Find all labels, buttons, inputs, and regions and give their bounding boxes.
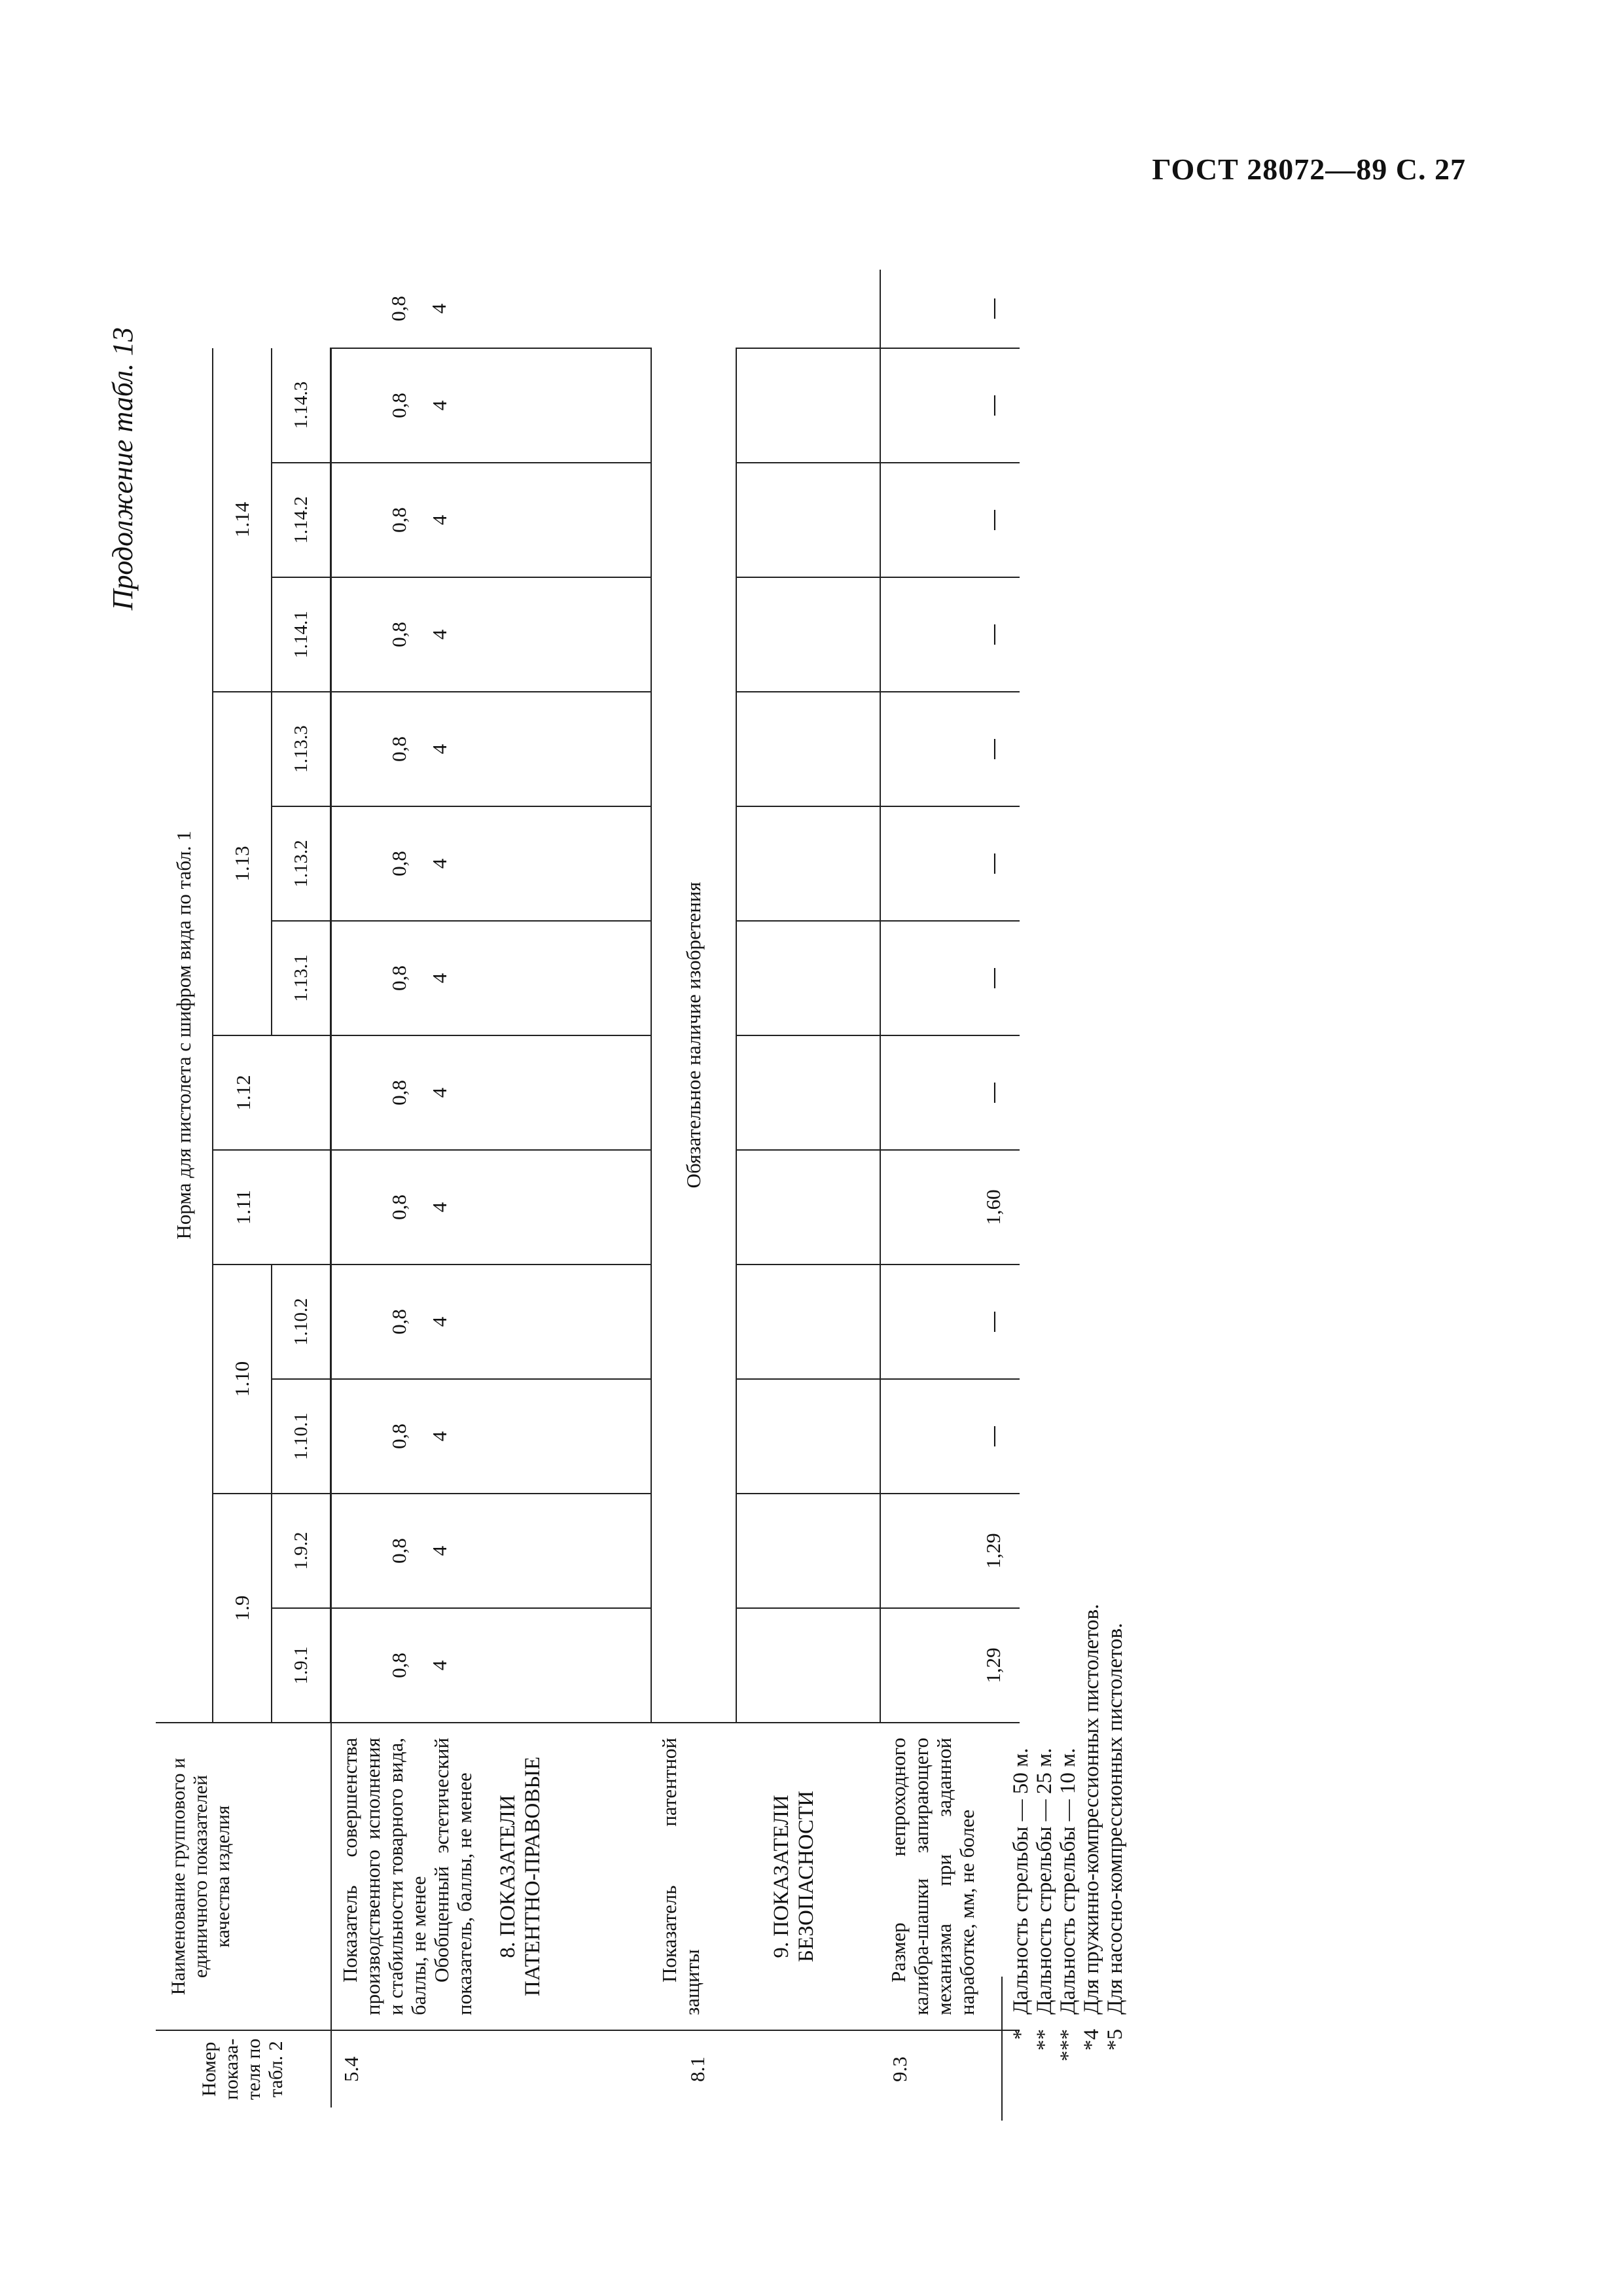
footnote — [1080, 1191, 1103, 2108]
value-cell: — — [880, 1265, 1020, 1379]
value-a: 0,8 — [387, 851, 410, 876]
footnote-mark: ** — [1033, 2029, 1056, 2051]
footnote-text: Дальность стрельбы — 50 м. — [1009, 1748, 1033, 2015]
value-cell: — — [880, 806, 1020, 921]
value-cell — [331, 270, 489, 348]
value-b: 4 — [428, 1545, 451, 1556]
subcolumn-header: 1.13.1 — [272, 921, 331, 1035]
value-b: 4 — [428, 514, 451, 526]
value-cell: 1,60 — [880, 1150, 1020, 1265]
value-a: 0,8 — [387, 1309, 410, 1335]
value-b: 4 — [427, 303, 450, 314]
norm-header: Норма для пистолета с шифром вида по табл. 1 — [156, 348, 213, 1723]
value-cell: 1,29 — [880, 1608, 1020, 1723]
footnote — [1056, 1191, 1080, 2108]
value-b: 4 — [428, 858, 451, 869]
subcolumn-header: 1.14.3 — [272, 348, 331, 463]
subcolumn-header: 1.9.2 — [272, 1494, 331, 1608]
value-cell: — — [880, 1379, 1020, 1494]
indicator-name-b: Обобщенный эстетический показатель, баллы, не менее — [429, 1738, 476, 2015]
value-a: 0,8 — [387, 1194, 410, 1220]
section-heading-safety: 9. ПОКАЗАТЕЛИ БЕЗОПАСНОСТИ — [769, 1791, 818, 1962]
subcolumn-header: 1.10.2 — [272, 1265, 331, 1379]
footnote-mark: *4 — [1080, 2029, 1103, 2051]
value-cell: — — [880, 577, 1020, 692]
value-cell: — — [880, 270, 1020, 348]
table-continuation-label: Продолжение табл. 13 — [107, 327, 139, 611]
subcolumn-header: 1.9.1 — [272, 1608, 331, 1723]
value-b: 4 — [428, 400, 451, 411]
footnotes — [1001, 1191, 1127, 2108]
subcolumn-header: 1.10.1 — [272, 1379, 331, 1494]
subcolumn-header: 1.14.1 — [272, 577, 331, 692]
merged-value-cell: Обязательное наличие изобретения — [651, 348, 736, 1723]
group-header-1-12: 1.12 — [213, 1035, 331, 1150]
value-a: 0,8 — [387, 1424, 410, 1449]
footnote-text: Дальность стрельбы — 25 м. — [1033, 1748, 1056, 2015]
subcolumn-header: 1.13.3 — [272, 692, 331, 806]
group-header-1-14: 1.14 — [213, 348, 272, 692]
value-cell — [331, 692, 489, 806]
value-cell: — — [880, 463, 1020, 577]
value-cell — [331, 921, 489, 1035]
value-b: 4 — [428, 1431, 451, 1442]
section-heading-patent: 8. ПОКАЗАТЕЛИ ПАТЕНТНО-ПРАВОВЫЕ — [495, 1756, 544, 1997]
subcolumn-header: 1.13.2 — [272, 806, 331, 921]
value-a: 0,8 — [387, 622, 410, 647]
value-cell — [331, 1379, 489, 1494]
footnote — [1033, 1191, 1056, 2108]
value-cell — [331, 577, 489, 692]
indicator-name: Показатель патентной защиты — [657, 1738, 704, 2015]
footnote — [1103, 1191, 1127, 2108]
value-a: 0,8 — [387, 1538, 410, 1564]
footnote-text: Для насосно-компрессионных пистолетов. — [1103, 1623, 1127, 2015]
value-a: 0,8 — [387, 736, 410, 762]
subcolumn-header: 1.14.2 — [272, 463, 331, 577]
value-cell — [331, 1608, 489, 1723]
value-cell — [331, 806, 489, 921]
value-cell: — — [880, 1035, 1020, 1150]
group-header-1-9: 1.9 — [213, 1494, 272, 1723]
indicator-name — [331, 1723, 489, 2030]
value-cell — [331, 463, 489, 577]
row-number: 8.1 — [651, 2030, 736, 2108]
rotated-table-region — [105, 242, 1165, 2108]
row-number: 5.4 — [331, 2030, 489, 2108]
value-cell — [331, 1150, 489, 1265]
value-cell: — — [880, 921, 1020, 1035]
value-cell — [331, 1265, 489, 1379]
norm-table — [156, 270, 1020, 2108]
footnote-mark: * — [1009, 2029, 1033, 2040]
name-column-header: Наименование группового и единичного показателей качества изделия — [156, 1723, 331, 2030]
value-cell: 1,29 — [880, 1494, 1020, 1608]
footnote-mark: *5 — [1103, 2029, 1127, 2051]
footnote — [1009, 1191, 1033, 2108]
value-cell — [331, 1035, 489, 1150]
value-b: 4 — [428, 629, 451, 640]
value-a: 0,8 — [387, 1653, 410, 1678]
number-column-header: Номер показа-теля по табл. 2 — [156, 2030, 331, 2108]
indicator-name-a: Показатель совершенства производственного исполнения и стабильности товарного вида, баллы, не менее — [338, 1738, 430, 2015]
value-a: 0,8 — [387, 1080, 410, 1105]
value-cell — [331, 1494, 489, 1608]
footnote-rule — [1001, 1977, 1003, 2121]
value-cell: — — [880, 692, 1020, 806]
value-b: 4 — [428, 744, 451, 755]
value-b: 4 — [428, 1087, 451, 1098]
value-b: 4 — [428, 1316, 451, 1327]
value-a: 0,8 — [386, 296, 410, 321]
page-header: ГОСТ 28072—89 С. 27 — [1152, 152, 1466, 186]
footnote-mark: *** — [1056, 2029, 1080, 2062]
value-b: 4 — [428, 1660, 451, 1671]
value-a: 0,8 — [387, 965, 410, 991]
value-b: 4 — [428, 973, 451, 984]
indicator-name: Размер непроходного калибра-шашки запирающего механизма при заданной наработке, мм, не более — [886, 1738, 978, 2015]
group-header-1-10: 1.10 — [213, 1265, 272, 1494]
footnote-text: Дальность стрельбы — 10 м. — [1056, 1748, 1080, 2015]
footnote-text: Для пружинно-компрессионных пистолетов. — [1080, 1604, 1103, 2015]
row-number: 9.3 — [880, 2030, 1020, 2108]
group-header-1-11: 1.11 — [213, 1150, 331, 1265]
value-b: 4 — [428, 1202, 451, 1213]
value-cell: — — [880, 348, 1020, 463]
value-a: 0,8 — [387, 507, 410, 533]
group-header-1-13: 1.13 — [213, 692, 272, 1035]
value-cell — [331, 348, 489, 463]
value-a: 0,8 — [387, 393, 410, 418]
